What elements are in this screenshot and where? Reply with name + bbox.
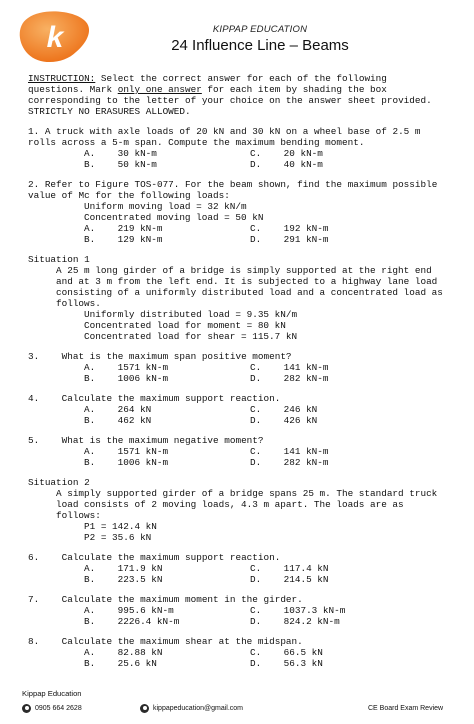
q4-choice-b: B. 462 kN — [84, 415, 152, 426]
footer-review: CE Board Exam Review — [368, 704, 444, 712]
instruction-line-3: corresponding to the letter of your choice on the answer sheet provided. — [28, 95, 432, 106]
q2-load-1: Uniform moving load = 32 kN/m — [84, 201, 247, 212]
situation-2-title: Situation 2 — [28, 477, 90, 488]
q6-choice-c: C. 117.4 kN — [250, 563, 329, 574]
situation-1-line-3: consisting of a uniformly distributed load and a concentrated load as — [56, 287, 443, 298]
q8-choice-c: C. 66.5 kN — [250, 647, 323, 658]
q3-stem: 3. What is the maximum span positive moment? — [28, 351, 292, 362]
instruction-line-1: INSTRUCTION: Select the correct answer for each of the following — [28, 73, 387, 84]
q3-choice-d: D. 282 kN-m — [250, 373, 329, 384]
logo-letter: k — [46, 21, 64, 54]
q8-choice-b: B. 25.6 kN — [84, 658, 157, 669]
q6-choice-b: B. 223.5 kN — [84, 574, 163, 585]
footer-brand: Kippap Education — [22, 689, 82, 698]
brand-name: KIPPAP EDUCATION — [212, 24, 308, 35]
q6-choice-d: D. 214.5 kN — [250, 574, 329, 585]
q2-choice-c: C. 192 kN-m — [250, 223, 329, 234]
q1-choice-a: A. 30 kN-m — [84, 148, 157, 159]
q8-stem: 8. Calculate the maximum shear at the midspan. — [28, 636, 303, 647]
q3-choice-b: B. 1006 kN-m — [84, 373, 169, 384]
q5-choice-d: D. 282 kN-m — [250, 457, 329, 468]
footer-email-address: kippapeducation@gmail.com — [153, 704, 243, 712]
q1-choice-c: C. 20 kN-m — [250, 148, 323, 159]
situation-1-load-1: Uniformly distributed load = 9.35 kN/m — [84, 309, 298, 320]
q4-choice-a: A. 264 kN — [84, 404, 152, 415]
q4-choice-c: C. 246 kN — [250, 404, 318, 415]
q2-choice-d: D. 291 kN-m — [250, 234, 329, 245]
situation-1-line-2: and at 3 m from the left end. It is subjected to a highway lane load — [56, 276, 438, 287]
situation-2-line-2: load consists of 2 moving loads, 4.3 m apart. The loads are as — [56, 499, 404, 510]
situation-1-line-1: A 25 m long girder of a bridge is simply supported at the right end — [56, 265, 432, 276]
instruction-line-4: STRICTLY NO ERASURES ALLOWED. — [28, 106, 191, 117]
situation-1-line-4: follows. — [56, 298, 101, 309]
q2-stem-1: 2. Refer to Figure TOS-077. For the beam shown, find the maximum possible — [28, 179, 438, 190]
instruction-line-2: questions. Mark only one answer for each item by shading the box — [28, 84, 387, 95]
q2-load-2: Concentrated moving load = 50 kN — [84, 212, 264, 223]
q7-choice-b: B. 2226.4 kN-m — [84, 616, 180, 627]
q8-choice-a: A. 82.88 kN — [84, 647, 163, 658]
q5-choice-c: C. 141 kN-m — [250, 446, 329, 457]
q5-choice-a: A. 1571 kN-m — [84, 446, 169, 457]
q1-choice-b: B. 50 kN-m — [84, 159, 157, 170]
footer-phone-number: 0905 664 2628 — [35, 704, 82, 712]
phone-icon — [22, 704, 31, 713]
q2-choice-a: A. 219 kN-m — [84, 223, 163, 234]
email-icon — [140, 704, 149, 713]
q7-stem: 7. Calculate the maximum moment in the girder. — [28, 594, 303, 605]
q5-choice-b: B. 1006 kN-m — [84, 457, 169, 468]
q6-stem: 6. Calculate the maximum support reaction. — [28, 552, 281, 563]
situation-1-load-3: Concentrated load for shear = 115.7 kN — [84, 331, 298, 342]
q8-choice-d: D. 56.3 kN — [250, 658, 323, 669]
instruction-label: INSTRUCTION: — [28, 73, 96, 84]
situation-1-title: Situation 1 — [28, 254, 90, 265]
only-one-answer: only one answer — [117, 84, 202, 95]
q3-choice-a: A. 1571 kN-m — [84, 362, 169, 373]
q2-stem-2: value of Mc for the following loads: — [28, 190, 230, 201]
kippap-logo — [14, 8, 94, 66]
q4-stem: 4. Calculate the maximum support reaction. — [28, 393, 281, 404]
q1-choice-d: D. 40 kN-m — [250, 159, 323, 170]
q7-choice-c: C. 1037.3 kN-m — [250, 605, 346, 616]
q5-stem: 5. What is the maximum negative moment? — [28, 435, 264, 446]
footer-phone — [22, 702, 82, 714]
situation-2-load-1: P1 = 142.4 kN — [84, 521, 157, 532]
situation-1-load-2: Concentrated load for moment = 80 kN — [84, 320, 286, 331]
situation-2-line-3: follows: — [56, 510, 101, 521]
q7-choice-a: A. 995.6 kN-m — [84, 605, 174, 616]
q1-stem-1: 1. A truck with axle loads of 20 kN and 30 kN on a wheel base of 2.5 m — [28, 126, 421, 137]
q2-choice-b: B. 129 kN-m — [84, 234, 163, 245]
q6-choice-a: A. 171.9 kN — [84, 563, 163, 574]
q4-choice-d: D. 426 kN — [250, 415, 318, 426]
footer-email — [140, 702, 243, 714]
q1-stem-2: rolls across a 5-m span. Compute the maximum bending moment. — [28, 137, 365, 148]
situation-2-line-1: A simply supported girder of a bridge spans 25 m. The standard truck — [56, 488, 438, 499]
q7-choice-d: D. 824.2 kN-m — [250, 616, 340, 627]
page-title: 24 Influence Line – Beams — [171, 37, 349, 54]
situation-2-load-2: P2 = 35.6 kN — [84, 532, 152, 543]
q3-choice-c: C. 141 kN-m — [250, 362, 329, 373]
